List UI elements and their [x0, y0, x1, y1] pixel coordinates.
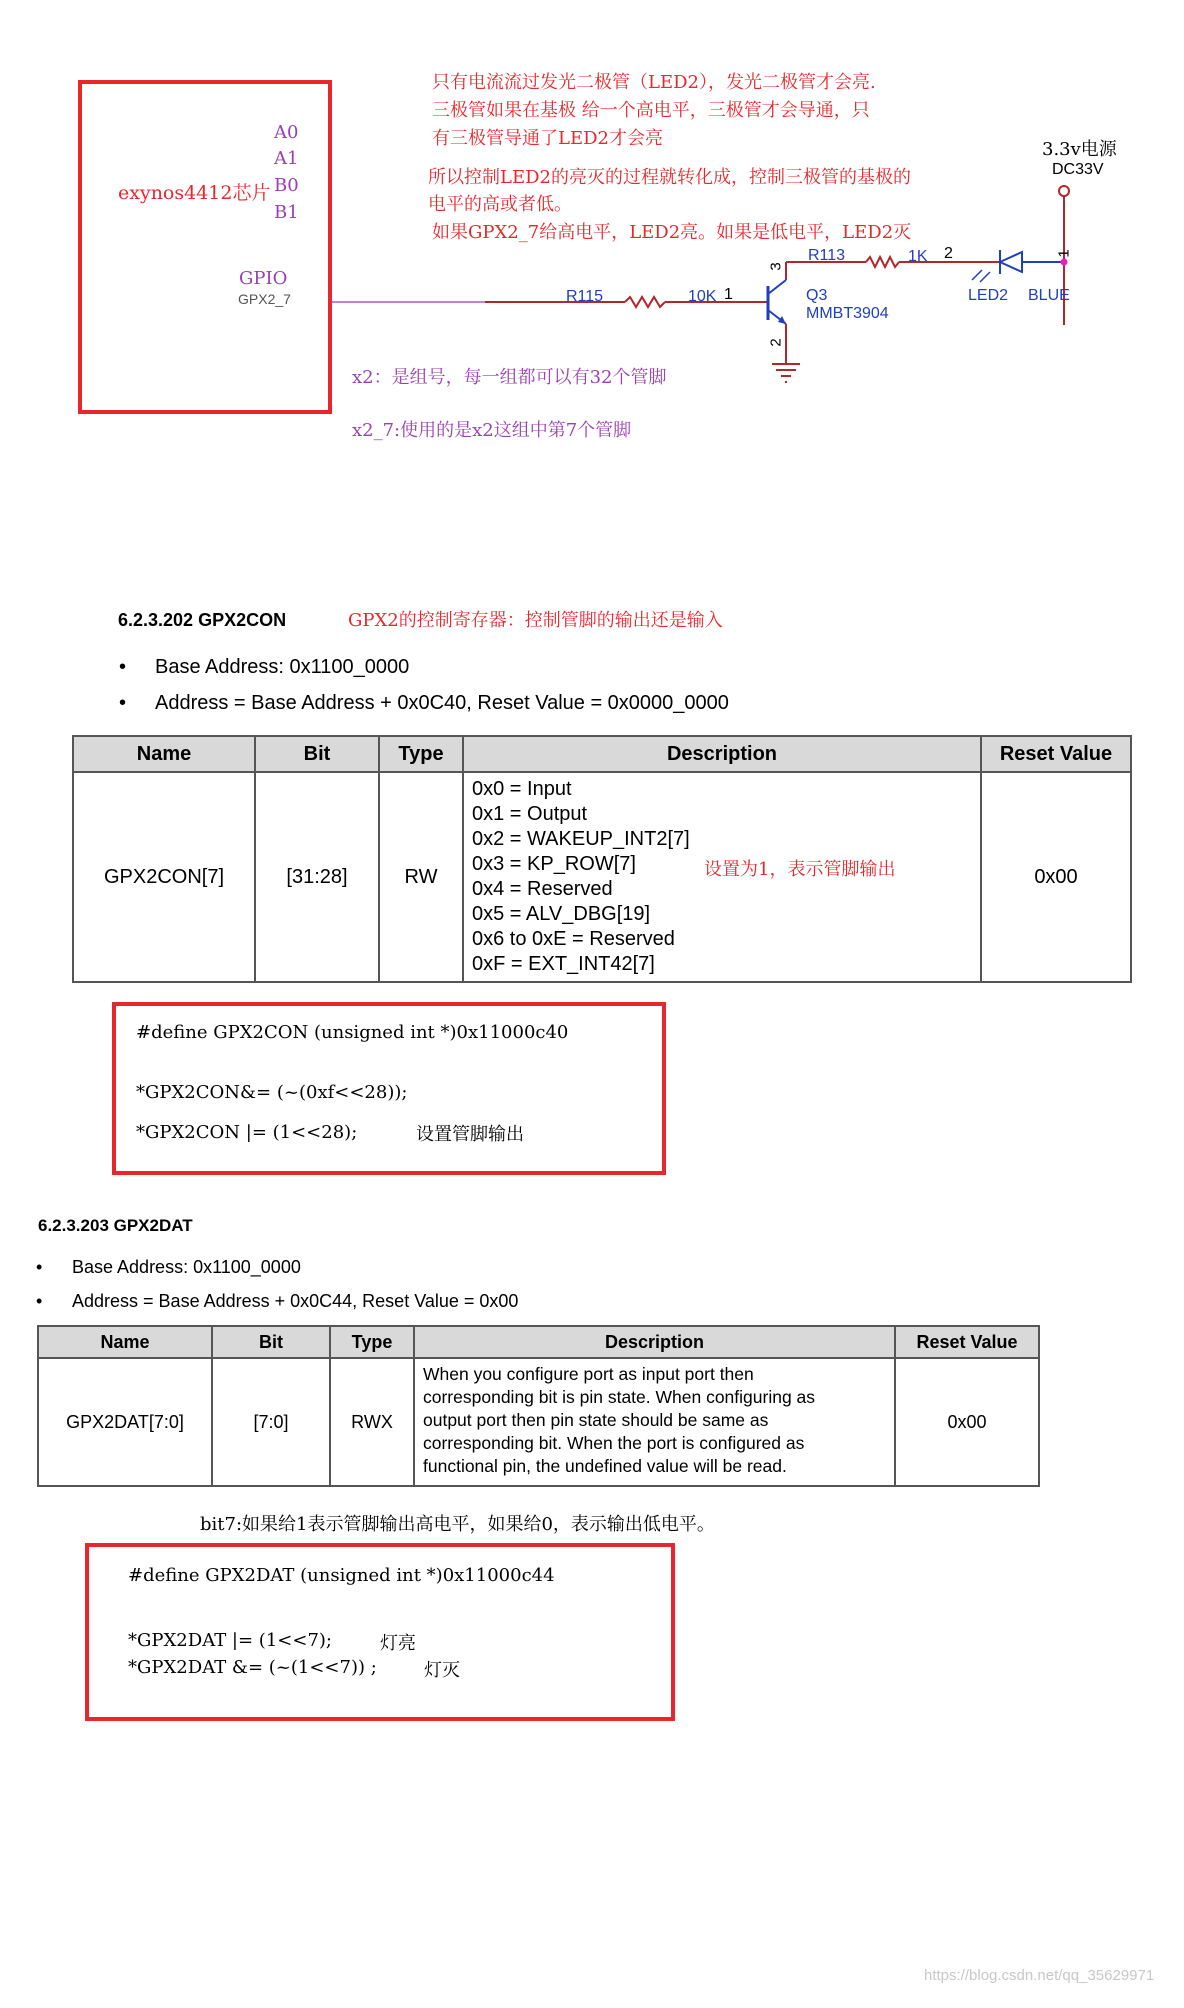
- col-type: Type: [330, 1326, 414, 1358]
- pin3-label: 3: [767, 262, 785, 271]
- col-bit: Bit: [212, 1326, 330, 1358]
- col-description: Description: [414, 1326, 895, 1358]
- col-name: Name: [73, 736, 255, 772]
- desc-line: 0x0 = Input: [472, 778, 572, 800]
- gpx2dat-code-define: #define GPX2DAT (unsigned int *)0x11000c44: [128, 1565, 555, 1586]
- col-type: Type: [379, 736, 463, 772]
- led-label: LED2: [968, 287, 1009, 304]
- r113-label: R113: [808, 247, 846, 264]
- gpx2dat-base-address: • Base Address: 0x1100_0000: [72, 1257, 301, 1278]
- chip-label: exynos4412芯片: [118, 182, 271, 204]
- gpx2con-bit: [31:28]: [255, 772, 379, 982]
- gpx2dat-bit: [7:0]: [212, 1358, 330, 1486]
- gpx2con-table: [72, 735, 1132, 983]
- note-control-line1: 所以控制LED2的亮灭的过程就转化成，控制三极管的基极的: [428, 167, 911, 188]
- desc-line: 0x5 = ALV_DBG[19]: [472, 903, 651, 925]
- pin1-label: 1: [724, 286, 733, 303]
- gpx2con-desc-note: 设置为1，表示管脚输出: [704, 859, 896, 880]
- desc-line: corresponding bit. When the port is configured as: [423, 1433, 805, 1453]
- note-level: 如果GPX2_7给高电平，LED2亮。如果是低电平，LED2灭: [432, 222, 912, 243]
- q3-label: Q3: [806, 287, 828, 304]
- gpx2con-code-clear: *GPX2CON&= (~(0xf<<28));: [136, 1082, 408, 1103]
- power-label: 3.3v电源: [1042, 139, 1117, 160]
- pin2-bottom-label: 2: [767, 338, 785, 347]
- led-color: BLUE: [1028, 287, 1070, 304]
- q3-part: MMBT3904: [806, 305, 889, 322]
- gpx2con-code-set-note: 设置管脚输出: [416, 1124, 524, 1145]
- gpx2dat-code-on: *GPX2DAT |= (1<<7);: [128, 1630, 332, 1651]
- gpx2dat-type: RWX: [330, 1358, 414, 1486]
- note-led-line1: 只有电流流过发光二极管（LED2），发光二极管才会亮.: [432, 72, 876, 93]
- desc-line: When you configure port as input port then: [423, 1364, 754, 1384]
- gpx2con-description: [463, 772, 981, 982]
- note-x2-group: x2：是组号，每一组都可以有32个管脚: [352, 367, 667, 388]
- gpio-pin-label: GPX2_7: [238, 291, 291, 307]
- gpx2dat-table: [37, 1325, 1040, 1487]
- gpx2dat-bit-note: bit7:如果给1表示管脚输出高电平，如果给0，表示输出低电平。: [200, 1514, 715, 1535]
- desc-line: 0xF = EXT_INT42[7]: [472, 953, 655, 975]
- col-reset: Reset Value: [895, 1326, 1039, 1358]
- pin1-right-label: 1: [1055, 249, 1073, 258]
- desc-line: corresponding bit is pin state. When configuring as: [423, 1387, 816, 1407]
- note-led-line3: 有三极管导通了LED2才会亮: [432, 128, 663, 149]
- gpx2dat-heading: 6.2.3.203 GPX2DAT: [38, 1216, 193, 1235]
- gpx2con-type: RW: [379, 772, 463, 982]
- r115-resistor: [625, 297, 665, 307]
- pin-b0: B0: [274, 175, 299, 196]
- gpx2dat-code-on-note: 灯亮: [380, 1633, 416, 1654]
- col-bit: Bit: [255, 736, 379, 772]
- desc-line: 0x6 to 0xE = Reserved: [472, 928, 675, 950]
- desc-line: 0x2 = WAKEUP_INT2[7]: [472, 828, 690, 850]
- gpx2con-code-define: #define GPX2CON (unsigned int *)0x11000c40: [136, 1022, 569, 1043]
- gpx2dat-description: [414, 1358, 895, 1486]
- r113-value: 1K: [908, 248, 928, 265]
- gpx2con-name: GPX2CON[7]: [73, 772, 255, 982]
- gpx2dat-name: GPX2DAT[7:0]: [38, 1358, 212, 1486]
- col-reset: Reset Value: [981, 736, 1131, 772]
- col-name: Name: [38, 1326, 212, 1358]
- gpx2con-heading-note: GPX2的控制寄存器：控制管脚的输出还是输入: [348, 610, 723, 631]
- desc-line: 0x3 = KP_ROW[7]: [472, 853, 636, 875]
- r115-label: R115: [566, 288, 604, 305]
- gpio-label: GPIO: [239, 268, 288, 289]
- r113-resistor: [866, 257, 899, 267]
- col-description: Description: [463, 736, 981, 772]
- pin-a1: A1: [274, 148, 299, 169]
- gpx2dat-reset: 0x00: [895, 1358, 1039, 1486]
- desc-line: functional pin, the undefined value will be read.: [423, 1456, 787, 1476]
- led-symbol: [1000, 252, 1022, 272]
- pin2-label: 2: [944, 245, 953, 262]
- gpx2con-heading: 6.2.3.202 GPX2CON: [118, 610, 287, 630]
- gpx2dat-code-off-note: 灯灭: [424, 1660, 460, 1681]
- gpx2dat-address: • Address = Base Address + 0x0C44, Reset Value = 0x00: [72, 1291, 518, 1312]
- note-led-line2: 三极管如果在基极 给一个高电平，三极管才会导通，只: [432, 100, 870, 121]
- desc-line: output port then pin state should be same as: [423, 1410, 769, 1430]
- gpx2dat-code-off: *GPX2DAT &= (~(1<<7)) ;: [128, 1657, 377, 1678]
- note-control-line2: 电平的高或者低。: [428, 194, 572, 215]
- gpx2con-code-set: *GPX2CON |= (1<<28);: [136, 1122, 358, 1143]
- desc-line: 0x4 = Reserved: [472, 878, 613, 900]
- pin-b1: B1: [274, 202, 299, 223]
- gpx2con-reset: 0x00: [981, 772, 1131, 982]
- desc-line: 0x1 = Output: [472, 803, 588, 825]
- power-net: DC33V: [1052, 161, 1104, 178]
- power-terminal: [1059, 186, 1069, 196]
- r115-value: 10K: [688, 288, 717, 305]
- watermark: https://blog.csdn.net/qq_35629971: [924, 1967, 1155, 1984]
- gpx2con-base-address: • Base Address: 0x1100_0000: [155, 656, 409, 679]
- note-x2-7: x2_7:使用的是x2这组中第7个管脚: [352, 420, 632, 441]
- gpx2con-address: • Address = Base Address + 0x0C40, Reset Value = 0x0000_0000: [155, 692, 729, 715]
- pin-a0: A0: [274, 122, 299, 143]
